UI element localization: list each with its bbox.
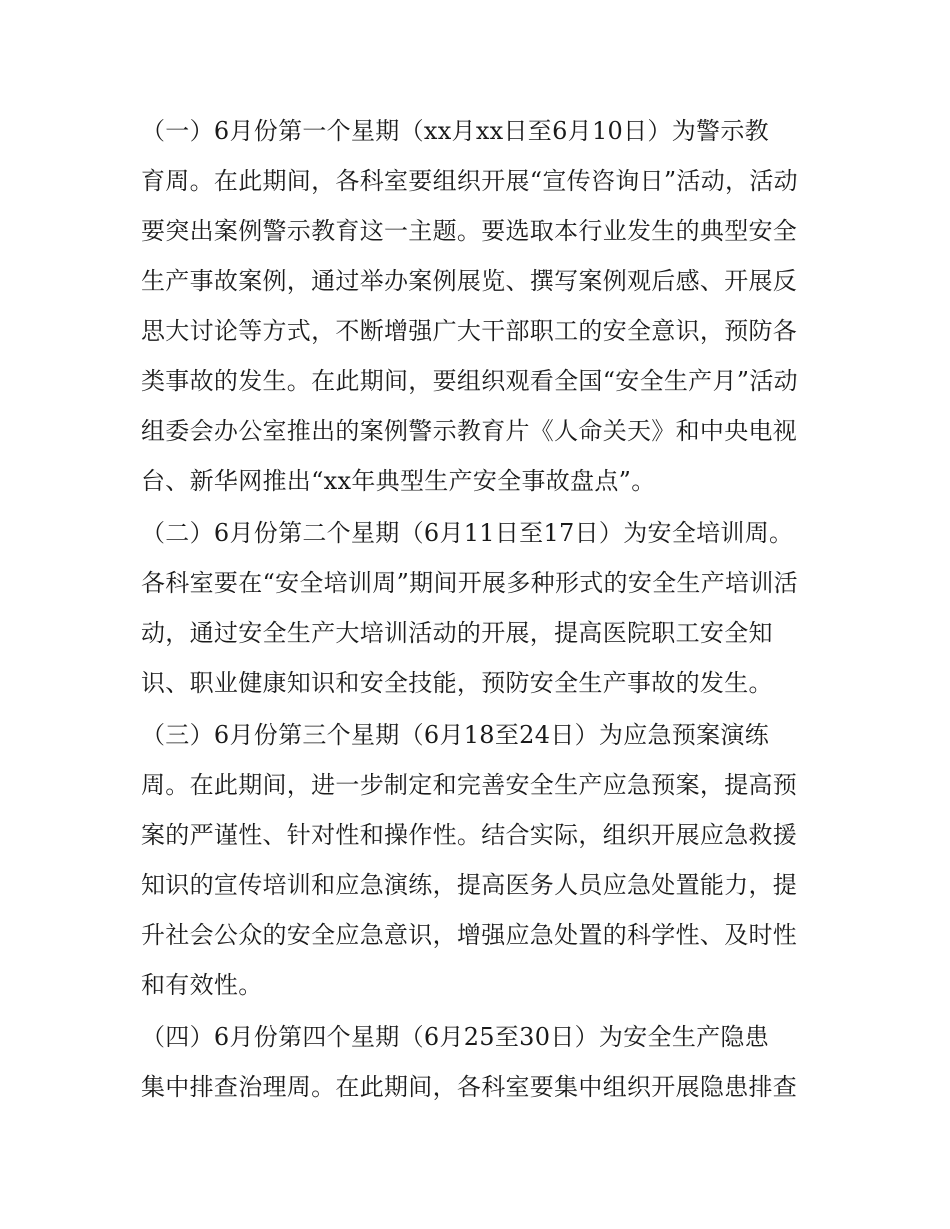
text-line: 思大讨论等方式，不断增强广大干部职工的安全意识，预防各 [141,317,798,345]
text-line: 类事故的发生。在此期间，要组织观看全国“安全生产月”活动 [141,367,798,395]
text-line: 动，通过安全生产大培训活动的开展，提高医院职工安全知 [141,619,773,647]
text-line: （一）6月份第一个星期（xx月xx日至6月10日）为警示教 [141,117,769,145]
text-line: 育周。在此期间，各科室要组织开展“宣传咨询日”活动，活动 [141,167,798,195]
text-line: 台、新华网推出“xx年典型生产安全事故盘点”。 [141,467,656,495]
text-line: 各科室要在“安全培训周”期间开展多种形式的安全生产培训活 [141,569,798,597]
text-line: 要突出案例警示教育这一主题。要选取本行业发生的典型安全 [141,217,798,245]
text-line: （二）6月份第二个星期（6月11日至17日）为安全培训周。 [141,519,794,547]
text-line: 识、职业健康知识和安全技能，预防安全生产事故的发生。 [141,669,773,697]
text-line: 案的严谨性、针对性和操作性。结合实际，组织开展应急救援 [141,821,798,849]
text-line: 组委会办公室推出的案例警示教育片《人命关天》和中央电视 [141,417,798,445]
text-line: 升社会公众的安全应急意识，增强应急处置的科学性、及时性 [141,921,798,949]
text-line: （三）6月份第三个星期（6月18至24日）为应急预案演练 [141,721,770,749]
text-line: 和有效性。 [141,971,263,999]
text-line: 周。在此期间，进一步制定和完善安全生产应急预案，提高预 [141,771,798,799]
text-line: 知识的宣传培训和应急演练，提高医务人员应急处置能力，提 [141,871,798,899]
text-line: （四）6月份第四个星期（6月25至30日）为安全生产隐患 [141,1023,770,1051]
text-line: 集中排查治理周。在此期间，各科室要集中组织开展隐患排查 [141,1073,798,1101]
text-line: 生产事故案例，通过举办案例展览、撰写案例观后感、开展反 [141,267,798,295]
